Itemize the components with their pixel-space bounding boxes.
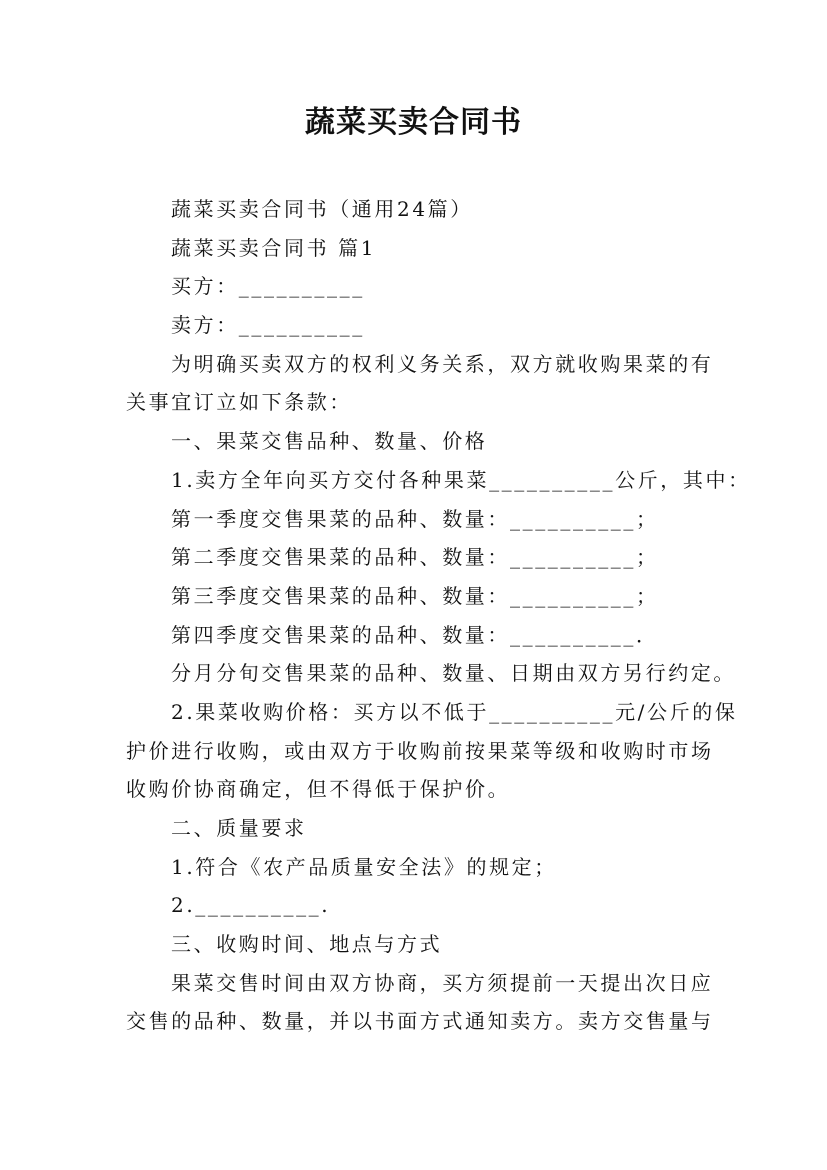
text-line: 护价进行收购，或由双方于收购前按果菜等级和收购时市场 bbox=[126, 738, 714, 763]
text-line: 收购价协商确定，但不得低于保护价。 bbox=[126, 777, 511, 802]
text-line: 二、质量要求 bbox=[171, 816, 307, 840]
text-line: 第四季度交售果菜的品种、数量：__________． bbox=[171, 622, 659, 647]
text-line: 2.__________. bbox=[171, 893, 331, 918]
text-line: 第一季度交售果菜的品种、数量：__________； bbox=[171, 506, 659, 531]
text-line: 关事宜订立如下条款： bbox=[126, 390, 352, 415]
text-line: 卖方：__________ bbox=[171, 313, 365, 338]
text-line: 1.卖方全年向买方交付各种果菜__________公斤，其中： bbox=[171, 467, 751, 492]
text-line: 交售的品种、数量，并以书面方式通知卖方。卖方交售量与 bbox=[126, 1009, 714, 1034]
text-line: 蔬菜买卖合同书（通用24篇） bbox=[171, 197, 473, 221]
text-line: 分月分旬交售果菜的品种、数量、日期由双方另行约定。 bbox=[171, 661, 736, 686]
text-line: 一、果菜交售品种、数量、价格 bbox=[171, 429, 488, 454]
text-line: 蔬菜买卖合同书 篇1 bbox=[171, 235, 377, 260]
document-title: 蔬菜买卖合同书 bbox=[305, 105, 522, 140]
text-line: 第二季度交售果菜的品种、数量：__________； bbox=[171, 545, 659, 570]
text-line: 第三季度交售果菜的品种、数量：__________； bbox=[171, 583, 659, 608]
text-line: 为明确买卖双方的权利义务关系，双方就收购果菜的有 bbox=[171, 351, 714, 376]
text-line: 买方：__________ bbox=[171, 274, 365, 299]
text-line: 1.符合《农产品质量安全法》的规定； bbox=[171, 854, 557, 879]
text-line: 2.果菜收购价格：买方以不低于__________元/公斤的保 bbox=[171, 699, 738, 724]
text-line: 三、收购时间、地点与方式 bbox=[171, 932, 443, 957]
text-line: 果菜交售时间由双方协商，买方须提前一天提出次日应 bbox=[171, 970, 714, 995]
document-body bbox=[126, 190, 751, 1041]
